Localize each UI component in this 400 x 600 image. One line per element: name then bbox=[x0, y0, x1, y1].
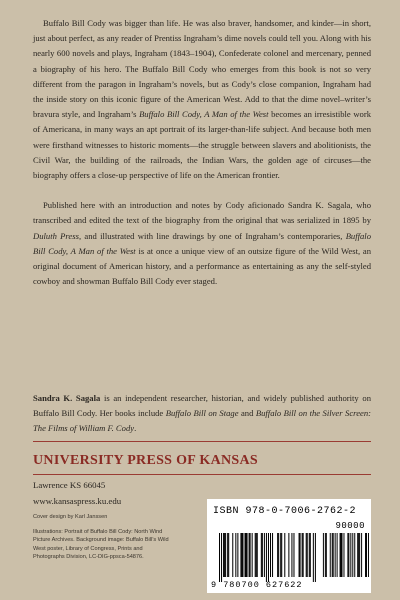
cover-design-credit: Cover design by Karl Janssen bbox=[33, 514, 108, 520]
divider-bottom bbox=[33, 474, 371, 475]
barcode-bar bbox=[268, 533, 269, 582]
barcode-box bbox=[207, 499, 371, 593]
addon-bar bbox=[332, 533, 333, 577]
barcode-bar bbox=[245, 533, 246, 577]
barcode-bar bbox=[255, 533, 256, 577]
barcode-bar bbox=[270, 533, 271, 577]
publisher-name: UNIVERSITY PRESS OF KANSAS bbox=[33, 453, 258, 468]
barcode-bar bbox=[247, 533, 248, 577]
addon-bar bbox=[359, 533, 360, 577]
divider-top bbox=[33, 441, 371, 442]
barcode-bar bbox=[228, 533, 229, 577]
addon-bar bbox=[343, 533, 344, 577]
text-run: is an independent researcher, historian, and widely published authority on Buffalo Bill Cody. Her books include bbox=[33, 393, 371, 419]
addon-bar bbox=[350, 533, 351, 577]
barcode-bar bbox=[300, 533, 301, 577]
addon-bar bbox=[325, 533, 326, 577]
italic-title: Duluth Press bbox=[33, 230, 79, 241]
barcode-bar bbox=[221, 533, 222, 582]
barcode-bar bbox=[272, 533, 273, 577]
barcode-bar bbox=[262, 533, 263, 577]
addon-bar bbox=[366, 533, 367, 577]
addon-bar bbox=[354, 533, 355, 577]
addon-bar bbox=[342, 533, 343, 577]
barcode-bar bbox=[256, 533, 257, 577]
barcode-bar bbox=[225, 533, 226, 577]
barcode-bar bbox=[278, 533, 279, 577]
barcode-bar bbox=[252, 533, 253, 577]
barcode-bar bbox=[261, 533, 262, 577]
addon-bar bbox=[340, 533, 341, 577]
barcode-bar bbox=[237, 533, 238, 577]
bold-name: Sandra K. Sagala bbox=[33, 393, 101, 403]
barcode-bar bbox=[288, 533, 289, 577]
addon-bar bbox=[337, 533, 338, 577]
text-run: . bbox=[134, 423, 137, 434]
barcode-bar bbox=[246, 533, 247, 577]
publisher-website[interactable]: www.kansaspress.ku.edu bbox=[33, 496, 122, 506]
blurb-paragraph-1 bbox=[33, 16, 371, 183]
barcode-bar bbox=[219, 533, 220, 582]
italic-title: Buffalo Bill on Stage bbox=[165, 408, 239, 419]
addon-bar bbox=[365, 533, 366, 577]
credits bbox=[33, 513, 173, 562]
barcode-bar bbox=[227, 533, 228, 577]
text-run: Published here with an introduction and notes by Cody aficionado Sandra K. Sagala, who transcribed and edited the text of the biography from the original that was serialized in 1895 by bbox=[33, 200, 371, 226]
barcode-bar bbox=[264, 533, 265, 577]
barcode-bar bbox=[310, 533, 311, 577]
author-bio bbox=[33, 391, 371, 437]
barcode-bar bbox=[313, 533, 314, 582]
blurb bbox=[33, 16, 371, 289]
barcode-bars bbox=[207, 499, 371, 593]
barcode-bar bbox=[284, 533, 285, 577]
barcode-bar bbox=[303, 533, 304, 577]
barcode-bar bbox=[299, 533, 300, 577]
addon-bar bbox=[341, 533, 342, 577]
illustration-credit: Illustrations: Portrait of Buffalo Bill Cody: North Wind Picture Archives. Background image: Buffalo Bill’s Wild West poster, Library of Congress, Prints and Photographs Division, LC-DIG-ppsca-54876. bbox=[33, 528, 169, 561]
barcode-bar bbox=[266, 533, 267, 582]
publisher-address: Lawrence KS 66045 bbox=[33, 480, 106, 490]
addon-bar bbox=[335, 533, 336, 577]
barcode-bar bbox=[309, 533, 310, 577]
barcode-bar bbox=[315, 533, 316, 582]
ean-digits: 9 780700 627622 bbox=[211, 580, 303, 590]
addon-bar bbox=[323, 533, 324, 577]
barcode-bar bbox=[250, 533, 251, 577]
barcode-bar bbox=[307, 533, 308, 577]
barcode-bar bbox=[223, 533, 224, 577]
barcode-bar bbox=[302, 533, 303, 577]
barcode-bar bbox=[235, 533, 236, 577]
barcode-bar bbox=[280, 533, 281, 577]
barcode-bar bbox=[293, 533, 294, 577]
addon-bar bbox=[330, 533, 331, 577]
barcode-bar bbox=[249, 533, 250, 577]
addon-bar bbox=[333, 533, 334, 577]
price-code: 90000 bbox=[335, 521, 365, 531]
addon-bar bbox=[352, 533, 353, 577]
addon-bar bbox=[357, 533, 358, 577]
addon-bar bbox=[358, 533, 359, 577]
addon-bar bbox=[326, 533, 327, 577]
barcode-bar bbox=[291, 533, 292, 577]
barcode-bar bbox=[257, 533, 258, 577]
italic-title: Buffalo Bill Cody, A Man of the West bbox=[33, 230, 371, 256]
barcode-bar bbox=[281, 533, 282, 577]
barcode-bar bbox=[277, 533, 278, 577]
addon-bar bbox=[347, 533, 348, 577]
barcode-bar bbox=[306, 533, 307, 577]
text-run: and bbox=[238, 408, 256, 419]
author-bio-text bbox=[33, 391, 371, 437]
barcode-bar bbox=[241, 533, 242, 577]
addon-bar bbox=[348, 533, 349, 577]
barcode-bar bbox=[242, 533, 243, 577]
text-run: is at once a unique view of an outsize figure of the Wild West, an original document of American history, and a performance as entertaining as any the self-styled cowboy and showman Buffalo Bill Cody ever staged. bbox=[33, 245, 371, 287]
text-run: Buffalo Bill Cody was bigger than life. He was also braver, handsomer, and kinder—in short, just about perfect, as any reader of Prentiss Ingraham’s dime novels could tell you. Along with his nearly 600 novels and plays, Ingraham (1843–1904), Confederate colonel and mercenary, penned a biography of his hero. The Buffalo Bill Cody who emerges from this book is not so very different from the paragon in Ingraham’s novels, but as Cody’s close companion, Ingraham had the inside story on this iconic figure of the American West. Add to that the dime novel–writer’s bravura style, and Ingraham’s bbox=[33, 18, 371, 120]
blurb-paragraph-2 bbox=[33, 198, 371, 289]
barcode-bar bbox=[224, 533, 225, 577]
addon-bar bbox=[361, 533, 362, 577]
italic-title: Buffalo Bill on the Silver Screen: The Films of William F. Cody bbox=[33, 408, 371, 434]
barcode-bar bbox=[232, 533, 233, 577]
text-run: , and illustrated with line drawings by one of Ingraham’s contemporaries, bbox=[78, 230, 346, 241]
barcode-bar bbox=[240, 533, 241, 577]
text-run: becomes an irresistible work of Americana, in many ways an apt portrait of its larger-than-life subject. And because both men were firsthand witnesses to historic moments—the struggle between slavers and abolitionists, the Civil War, the building of the railroads, the Indian Wars, the golden age of circuses—the biography offers a close-up perspective of life on the American frontier. bbox=[33, 109, 371, 181]
addon-bar bbox=[368, 533, 369, 577]
italic-title: Buffalo Bill Cody, A Man of the West bbox=[139, 109, 269, 120]
isbn-label: ISBN 978-0-7006-2762-2 bbox=[213, 506, 357, 517]
